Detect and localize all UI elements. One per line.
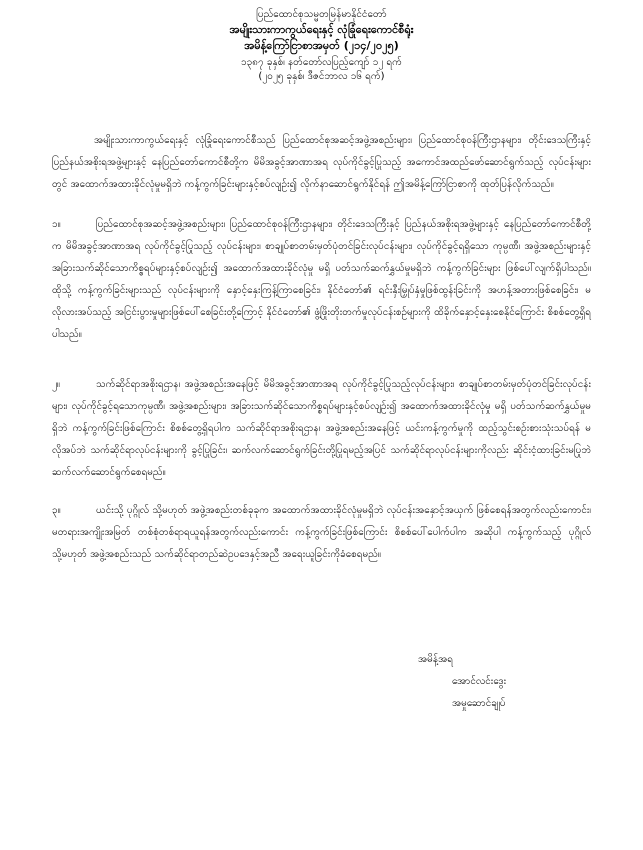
date-gregorian: (၂၀၂၅ ခုနှစ်၊ ဒီဇင်ဘာလ ၁၆ ရက်) bbox=[258, 71, 385, 82]
country-name: ပြည်ထောင်စုသမ္မတမြန်မာနိုင်ငံတော် bbox=[256, 9, 387, 20]
paragraph-2-number: ၂။ bbox=[52, 379, 60, 390]
signatory-name: အောင်လင်းဒွေး bbox=[452, 676, 507, 687]
paragraph-3-number: ၃။ bbox=[52, 505, 61, 516]
paragraph-2 bbox=[52, 374, 591, 484]
signatory-title: အမှုဆောင်ချုပ် bbox=[452, 698, 506, 709]
order-number: အမိန့်ကြော်ငြာစာအမှတ် (၂၁၄/၂၀၂၅) bbox=[244, 39, 399, 52]
paragraph-1 bbox=[52, 214, 591, 346]
paragraph-1-number: ၁။ bbox=[52, 219, 61, 230]
paragraph-1-text: ပြည်ထောင်စုအဆင့်အဖွဲ့အစည်းများ၊ ပြည်ထောင်စုဝန်ကြီးဌာနများ၊ တိုင်းဒေသကြီးနှင့် ပြည်နယ်အစိုးရအဖွဲ့များနှင့် နေပြည်တော်ကောင်စီတို့က မိမိအခွင့်အာဏာအရ လုပ်ကိုင်ခွင့်ပြုသည့် လုပ်ငန်းများ၊ စာချုပ်စာတမ်းမှတ်ပုံတင်ခြင်းလုပ်ငန်းများ၊ လုပ်ကိုင်ခွင့်ရရှိသော ကုမ္ပဏီ၊ အဖွဲ့အစည်းများနှင့် အခြားသက်ဆိုင်သောကိစ္စရပ်များနှင့်စပ်လျဉ်း၍ အထောက်အထားခိုင်လုံမှု မရှိ ပတ်သက်ဆက်နွှယ်မှုမရှိဘဲ ကန့်ကွက်ခြင်းများ ဖြစ်ပေါ်လျက်ရှိပါသည်။ ထိုသို့ ကန့်ကွက်ခြင်းများသည် လုပ်ငန်းများကို နှောင့်နှေးကြန့်ကြာစေခြင်း၊ နိုင်ငံတော်၏ ရင်းနှီးမြှုပ်နှံမှုဖြစ်ထွန်းခြင်းကို အဟန့်အတားဖြစ်စေခြင်း၊ မလိုလားအပ်သည့် အငြင်းပွားမှုများဖြစ်ပေါ်စေခြင်းတို့ကြောင့် နိုင်ငံတော်၏ ဖွံ့ဖြိုးတိုးတက်မှုလုပ်ငန်းစဉ်များကို ထိခိုက်နှောင့်နှေးစေနိုင်ကြောင်း စိစစ်တွေ့ရှိရပါသည်။ bbox=[52, 219, 591, 340]
committee-name: အမျိုးသားကာကွယ်ရေးနှင့် လုံခြုံရေးကောင်စီရုံး bbox=[229, 23, 414, 36]
paragraph-2-text: သက်ဆိုင်ရာအစိုးရဌာန၊ အဖွဲ့အစည်းအနေဖြင့် မိမိအခွင့်အာဏာအရ လုပ်ကိုင်ခွင့်ပြုသည့်လုပ်ငန်းများ၊ စာချုပ်စာတမ်းမှတ်ပုံတင်ခြင်းလုပ်ငန်းများ၊ လုပ်ကိုင်ခွင့်ရသောကုမ္ပဏီ၊ အဖွဲ့အစည်းများ၊ အခြားသက်ဆိုင်သောကိစ္စရပ်များနှင့်စပ်လျဉ်း၍ အထောက်အထားခိုင်လုံမှု မရှိ ပတ်သက်ဆက်နွှယ်မှုမရှိဘဲ ကန့်ကွက်ခြင်းဖြစ်ကြောင်း စိစစ်တွေ့ရှိရပါက သက်ဆိုင်ရာအစိုးရဌာန၊ အဖွဲ့အစည်းအနေဖြင့် ယင်းကန့်ကွက်မှုကို ထည့်သွင်းစဉ်းစားသုံးသပ်ရန် မလိုအပ်ဘဲ သက်ဆိုင်ရာလုပ်ငန်းများကို ခွင့်ပြုခြင်း၊ ဆက်လက်ဆောင်ရွက်ခြင်းတို့ပြုရမည့်အပြင် သက်ဆိုင်ရာလုပ်ငန်းများကိုလည်း ဆိုင်းငံ့ထားခြင်းမပြုဘဲ ဆက်လက်ဆောင်ရွက်စေရမည်။ bbox=[52, 379, 591, 478]
paragraph-3 bbox=[52, 500, 591, 566]
paragraph-3-text: ယင်းသို့ ပုဂ္ဂိုလ် သို့မဟုတ် အဖွဲ့အစည်းတစ်ခုခုက အထောက်အထားခိုင်လုံမှုမရှိဘဲ လုပ်ငန်းအနှောင့်အယှက် ဖြစ်စေရန်အတွက်လည်းကောင်း၊ မတရားအကျိုးအမြတ် တစ်စုံတစ်ရာရယူရန်အတွက်လည်းကောင်း ကန့်ကွက်ခြင်းဖြစ်ကြောင်း စိစစ်ပေါ်ပေါက်ပါက အဆိုပါ ကန့်ကွက်သည့် ပုဂ္ဂိုလ် သို့မဟုတ် အဖွဲ့အစည်းသည် သက်ဆိုင်ရာတည်ဆဲဥပဒေနှင့်အညီ အရေးယူခြင်းကိုခံစေရမည်။ bbox=[52, 505, 591, 560]
date-myanmar: ၁၃၈၇ ခုနှစ်၊ နတ်တော်လပြည့်ကျော် ၁၂ ရက် bbox=[241, 57, 402, 68]
intro-paragraph: အမျိုးသားကာကွယ်ရေးနှင့် လုံခြုံရေးကောင်စီသည် ပြည်ထောင်စုအဆင့်အဖွဲ့အစည်းများ၊ ပြည်ထောင်စုဝန်ကြီးဌာနများ၊ တိုင်းဒေသကြီးနှင့် ပြည်နယ်အစိုးရအဖွဲ့များနှင့် နေပြည်တော်ကောင်စီတို့က မိမိအခွင့်အာဏာအရ လုပ်ကိုင်ခွင့်ပြုသည့် အကောင်အထည်ဖော်ဆောင်ရွက်သည့် လုပ်ငန်းများတွင် အထောက်အထားခိုင်လုံမှုမရှိဘဲ ကန့်ကွက်ခြင်းများနှင့်စပ်လျဉ်း၍ လိုက်နာဆောင်ရွက်နိုင်ရန် ဤအမိန့်ကြော်ငြာစာကို ထုတ်ပြန်လိုက်သည်။ bbox=[52, 135, 591, 190]
signature-by-order: အမိန့်အရ bbox=[418, 654, 453, 665]
